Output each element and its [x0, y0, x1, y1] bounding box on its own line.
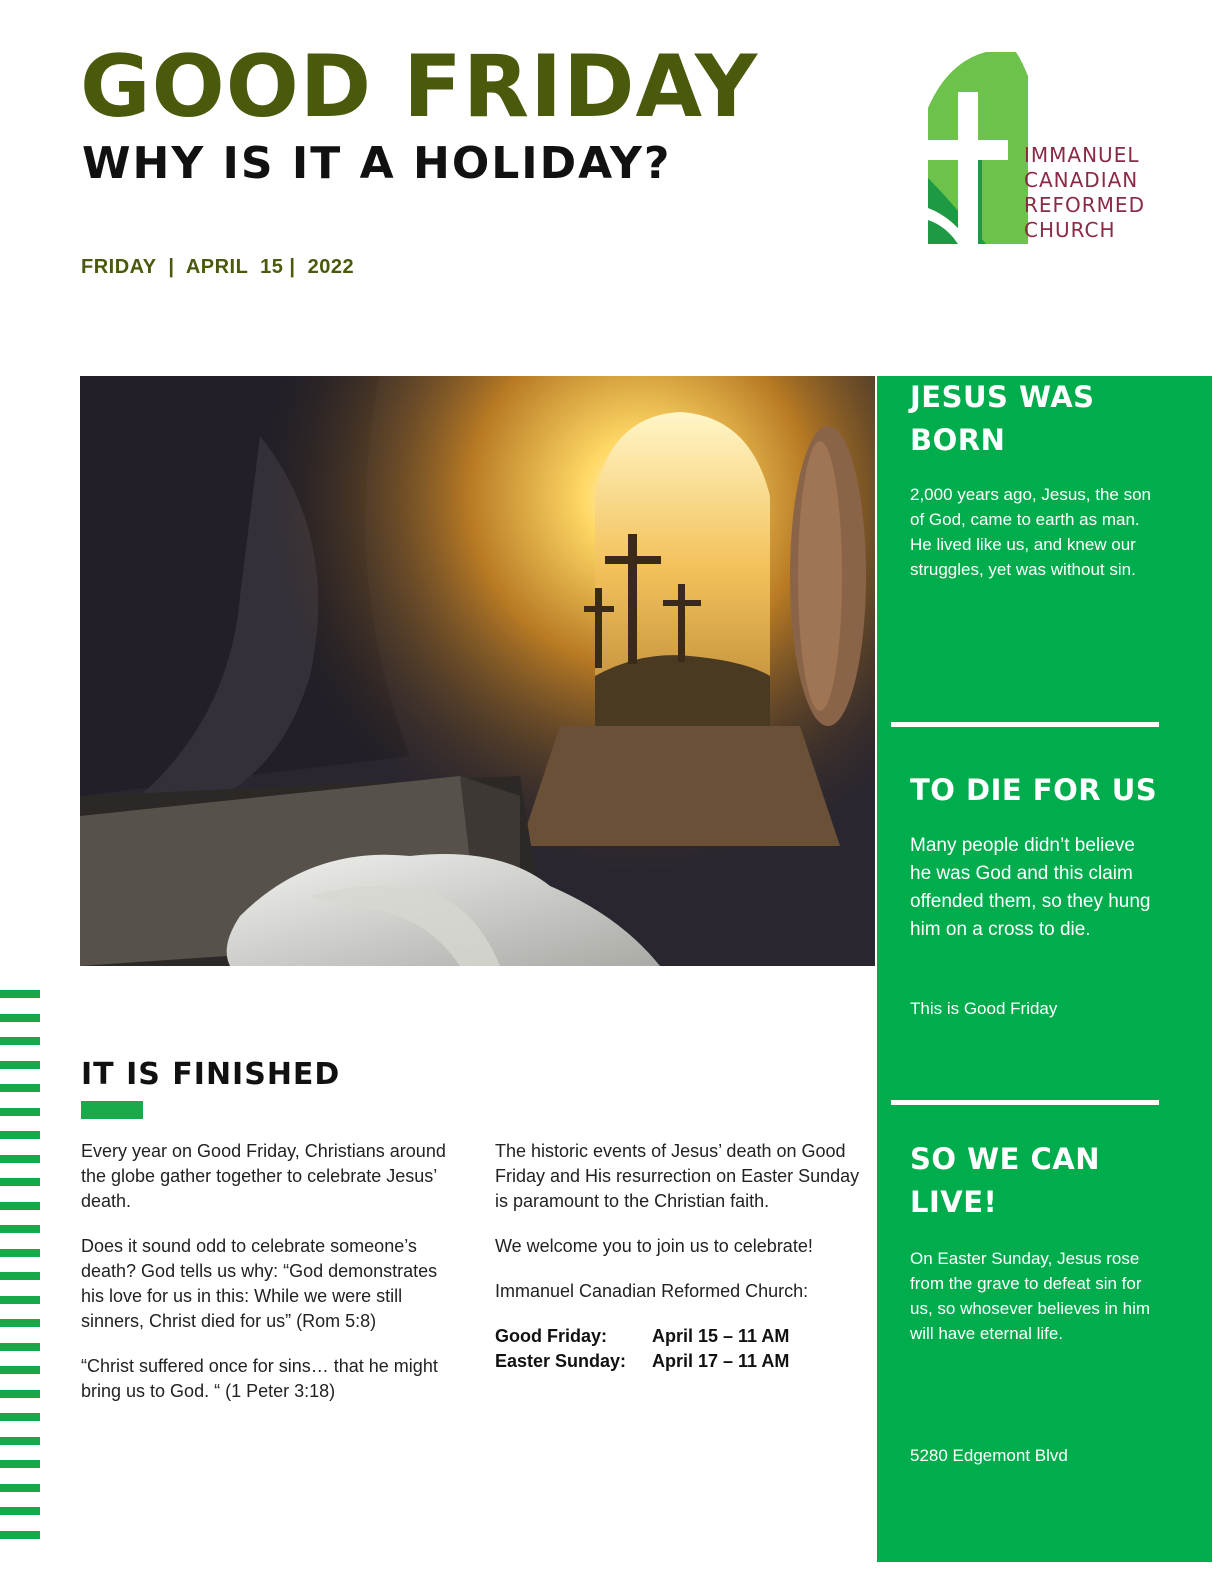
- middle-paragraph-1: The historic events of Jesus’ death on Good Friday and His resurrection on Easter Sunday is paramount to the Christian faith.: [495, 1141, 860, 1211]
- church-address: 5280 Edgemont Blvd: [910, 1446, 1068, 1465]
- empty-tomb-three-crosses-icon: [80, 376, 875, 966]
- green-sidebar: [877, 376, 1212, 1562]
- sidebar-text-born: 2,000 years ago, Jesus, the son of God, came to earth as man. He lived like us, and knew our struggles, yet was without sin.: [910, 485, 1151, 579]
- left-paragraph-3: “Christ suffered once for sins… that he might bring us to God. “ (1 Peter 3:18): [81, 1356, 438, 1401]
- middle-paragraph-3: Immanuel Canadian Reformed Church:: [495, 1281, 809, 1301]
- schedule-row: [495, 1349, 877, 1374]
- schedule-label: Good Friday:: [495, 1326, 607, 1346]
- heading-accent-bar: [81, 1101, 143, 1119]
- sidebar-heading-born: JESUS WAS BORN: [910, 380, 1095, 457]
- decorative-stripes: [0, 990, 40, 1554]
- left-paragraph-2: Does it sound odd to celebrate someone’s death? God tells us why: “God demonstrates his love for us in this: While we were still sinners, Christ died for us” (Rom 5:8): [81, 1236, 438, 1331]
- page-subtitle: WHY IS IT A HOLIDAY?: [82, 138, 672, 189]
- sidebar-divider: [891, 722, 1159, 727]
- sidebar-text-live: On Easter Sunday, Jesus rose from the grave to defeat sin for us, so whosever believes in him will have eternal life.: [910, 1249, 1151, 1343]
- event-dateline: FRIDAY | APRIL 15 | 2022: [81, 256, 355, 278]
- middle-column: [495, 1139, 877, 1374]
- empty-tomb-image: [80, 376, 875, 966]
- sidebar-text-die: Many people didn’t believe he was God and this claim offended them, so they hung him on a cross to die.: [910, 835, 1151, 940]
- church-logo: [928, 48, 1158, 244]
- logo-line-1: IMMANUEL: [1024, 143, 1140, 167]
- middle-paragraph-2: We welcome you to join us to celebrate!: [495, 1236, 813, 1256]
- schedule-row: [495, 1324, 877, 1349]
- schedule-time: April 17 – 11 AM: [652, 1351, 790, 1371]
- service-schedule: [495, 1324, 877, 1374]
- schedule-time: April 15 – 11 AM: [652, 1326, 790, 1346]
- page-title: GOOD FRIDAY: [80, 37, 759, 137]
- sidebar-heading-live: SO WE CAN LIVE!: [910, 1142, 1101, 1219]
- logo-line-3: REFORMED: [1024, 193, 1145, 217]
- left-column: [81, 1139, 451, 1424]
- sidebar-heading-die: TO DIE FOR US: [910, 773, 1158, 807]
- logo-line-2: CANADIAN: [1024, 168, 1139, 192]
- section-heading: IT IS FINISHED: [81, 1057, 341, 1092]
- logo-line-4: CHURCH: [1024, 218, 1116, 242]
- sidebar-note-good-friday: This is Good Friday: [910, 999, 1058, 1018]
- cross-arch-icon: [928, 48, 1028, 244]
- sidebar-divider: [891, 1100, 1159, 1105]
- schedule-label: Easter Sunday:: [495, 1351, 627, 1371]
- left-paragraph-1: Every year on Good Friday, Christians around the globe gather together to celebrate Jesus’ death.: [81, 1141, 446, 1211]
